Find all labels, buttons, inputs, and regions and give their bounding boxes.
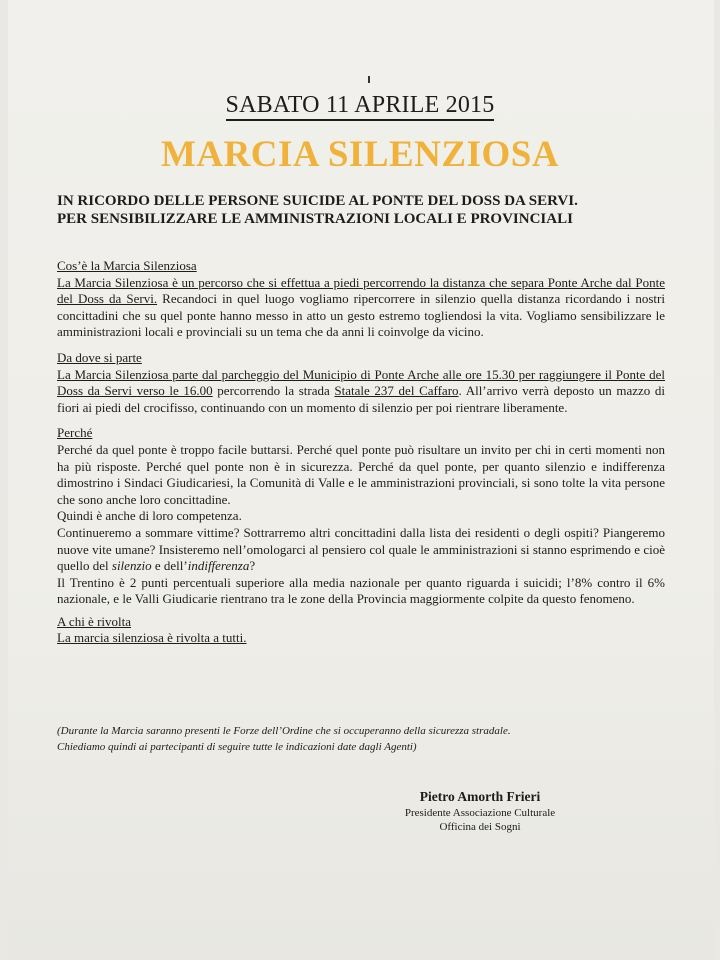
section-paragraph: Quindi è anche di loro competenza. (57, 508, 242, 524)
section-audience (57, 614, 665, 647)
section-paragraph: La marcia silenziosa è rivolta a tutti. (57, 630, 247, 646)
section-heading: A chi è rivolta (57, 613, 132, 629)
signer-role: Presidente Associazione Culturale (404, 807, 556, 819)
paragraph-text: Continueremo a sommare vittime? Sottrarremo altri concittadini dalla lista dei residenti o degli ospiti? Piangeremo nuove vite umane? Insisteremo nell’omologarci al pensiero col quale le amministrazioni si stanno esprimendo e cioè quello del (57, 524, 665, 574)
event-date-text: SABATO 11 APRILE 2015 (226, 92, 495, 121)
section-heading: Perché (57, 425, 93, 441)
section-paragraph: Perché da quel ponte è troppo facile buttarsi. Perché quel ponte può risultare un invito per chi in certi momenti non ha più risposte. Perché quel ponte non è in sicurezza. Perché da quel ponte, per quanto silenzio e indifferenza dimostrino i Sindaci Giudicariesi, la Comunità di Valle e le amministrazioni provinciali, si sono tolte la vita persone che sono anche loro concittadine. (57, 441, 665, 507)
document-title: MARCIA SILENZIOSA (160, 134, 560, 175)
time-text: verso le 16.00 (136, 383, 213, 399)
event-date (0, 92, 720, 119)
paragraph-text: Recandoci in quel luogo vogliamo ripercorrere in silenzio quella distanza ricordando i nostri concittadini che su quel ponte hanno messo in atto un gesto estremo togliendosi la vita. Vogliamo sensibilizzare le amministrazioni locali e provinciali su un tema che da anni li coinvolge da vicino. (57, 291, 665, 340)
italic-text: silenzio (111, 558, 152, 574)
section-start-point (57, 350, 665, 416)
section-paragraph (57, 275, 665, 341)
paragraph-text: percorrendo la strada (212, 383, 335, 399)
subtitle-line-1: IN RICORDO DELLE PERSONE SUICIDE AL PONTE DEL DOSS DA SERVI. (57, 193, 578, 209)
section-paragraph: Il Trentino è 2 punti percentuali superiore alla media nazionale per quanto riguarda i suicidi; l’8% contro il 6% nazionale, e le Valli Giudicarie rientrano tra le zone della Provincia maggiormente colpite da questo fenomeno. (57, 574, 665, 607)
note-line-2: Chiediamo quindi ai partecipanti di seguire tutte le indicazioni date dagli Agenti) (57, 741, 417, 753)
document-body (57, 258, 665, 647)
subtitle-line-2: PER SENSIBILIZZARE LE AMMINISTRAZIONI LOCALI E PROVINCIALI (57, 211, 573, 227)
section-heading: Cos’è la Marcia Silenziosa (57, 258, 197, 273)
stray-mark (368, 76, 370, 83)
section-what-is-it (57, 258, 665, 341)
paragraph-text: . All’arrivo verrà deposto un mazzo di fiori ai piedi del crocifisso, continuando con un momento di silenzio per poi rientrare liberamente. (57, 383, 665, 415)
signer-name: Pietro Amorth Frieri (419, 789, 541, 804)
paragraph-text: ? (249, 558, 256, 574)
document-subtitle (57, 192, 687, 228)
section-paragraph (57, 525, 665, 575)
section-heading: Da dove si parte (57, 349, 142, 365)
security-note (57, 723, 677, 755)
section-paragraph (57, 367, 665, 417)
note-line-1: (Durante la Marcia saranno presenti le Forze dell’Ordine che si occuperanno della sicurezza stradale. (57, 725, 511, 737)
paragraph-text-underlined: La Marcia Silenziosa parte dal parcheggio del Municipio di Ponte Arche alle ore 15.30 per raggiungere il Ponte del Doss da Servi (57, 366, 665, 399)
italic-text: indifferenza (187, 558, 250, 574)
underlined-text: La Marcia Silenziosa è un percorso che si effettua a piedi percorrendo la distanza che separa Ponte Arche dal Ponte del Doss da Servi. (57, 274, 665, 307)
road-text: Statale 237 del Caffaro (334, 383, 459, 399)
signer-organization: Officina dei Sogni (439, 821, 521, 833)
signature-block (380, 788, 580, 834)
paragraph-text: e dell’ (151, 558, 188, 574)
section-why (57, 425, 665, 608)
